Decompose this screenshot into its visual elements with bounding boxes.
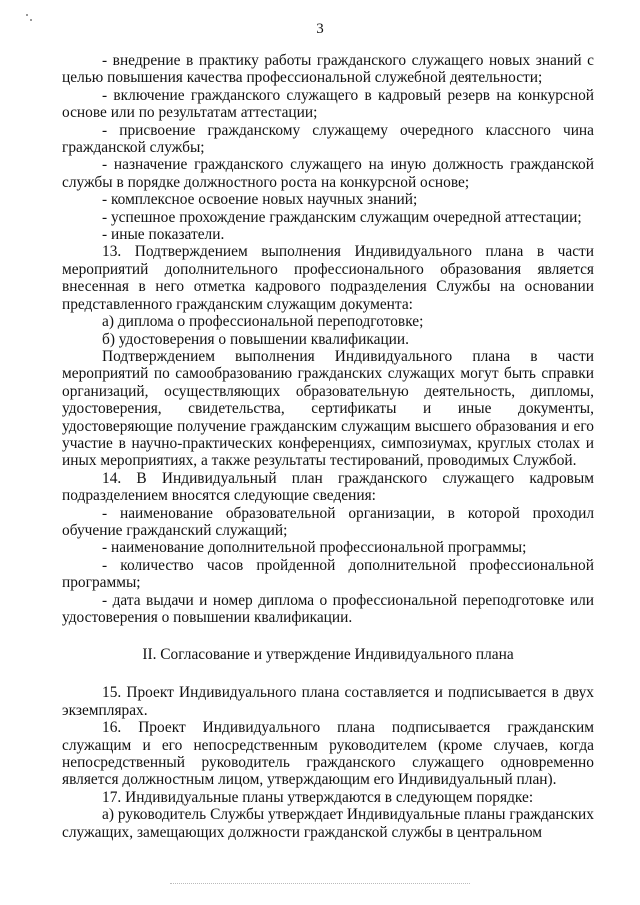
clause-17-item-a: а) руководитель Службы утверждает Индивидуальные планы гражданских служащих, замещающих должности гражданской службы в центральном — [62, 806, 594, 841]
list-item-other: - иные показатели. — [102, 226, 225, 244]
clause-17: 17. Индивидуальные планы утверждаются в следующем порядке: — [102, 788, 534, 806]
clause-14-item-diploma: - дата выдачи и номер диплома о профессиональной переподготовке или удостоверения о повышении квалификации. — [62, 591, 594, 626]
scan-artifact-line — [170, 883, 470, 886]
clause-14: 14. В Индивидуальный план гражданского служащего кадровым подразделением вносятся следующие сведения: — [62, 469, 594, 505]
clause-13: 13. Подтверждением выполнения Индивидуального плана в части мероприятий дополнительного профессионального образования является внесенная в него отметка кадрового подразделения Службы на основании представленного гражданским служащим документа: — [62, 243, 594, 313]
list-item-scientific-knowledge: - комплексное освоение новых научных знаний; — [102, 191, 418, 209]
list-item-appointment: - назначение гражданского служащего на иную должность гражданской службы в порядке должностного роста на конкурсной основе; — [62, 156, 594, 191]
list-item-reserve: - включение гражданского служащего в кадровый резерв на конкурсной основе или по результатам аттестации; — [62, 86, 594, 122]
list-item-class-rank: - присвоение гражданскому служащему очередного классного чина гражданской службы; — [62, 121, 594, 157]
page-number: 3 — [316, 21, 324, 37]
self-education-paragraph: Подтверждением выполнения Индивидуального плана в части мероприятий по самообразованию гражданских служащих могут быть справки организаций, осуществляющих образовательную деятельность, дипломы, удостоверения, свидетельства, сертификаты и иные документы, удостоверяющие получение гражданским служащим высшего образования и его участие в научно-практических конференциях, симпозиумах, круглых столах и иных мероприятиях, а также результаты тестирований, проводимых Службой. — [62, 347, 594, 470]
scan-speck — [26, 14, 28, 16]
clause-13-item-a: а) диплома о профессиональной переподготовке; — [102, 313, 424, 331]
clause-14-item-organization: - наименование образовательной организации, в которой проходил обучение гражданский служащий; — [62, 504, 594, 539]
list-item-attestation: - успешное прохождение гражданским служащим очередной аттестации; — [102, 208, 582, 226]
clause-14-item-hours: - количество часов пройденной дополнительной профессиональной программы; — [62, 556, 594, 592]
list-item-knowledge: - внедрение в практику работы гражданского служащего новых знаний с целью повышения качества профессиональной служебной деятельности; — [62, 52, 594, 87]
clause-16: 16. Проект Индивидуального плана подписывается гражданским служащим и его непосредственным руководителем (кроме случаев, когда непосредственный руководитель гражданского служащего одновременно является должностным лицом, утверждающим его Индивидуальный план). — [62, 719, 594, 789]
section-heading: II. Согласование и утверждение Индивидуального плана — [142, 646, 514, 664]
clause-14-item-program: - наименование дополнительной профессиональной программы; — [102, 539, 527, 557]
clause-13-item-b: б) удостоверения о повышении квалификации. — [102, 330, 410, 348]
clause-15: 15. Проект Индивидуального плана составляется и подписывается в двух экземплярах. — [62, 684, 594, 719]
document-body — [62, 52, 594, 841]
